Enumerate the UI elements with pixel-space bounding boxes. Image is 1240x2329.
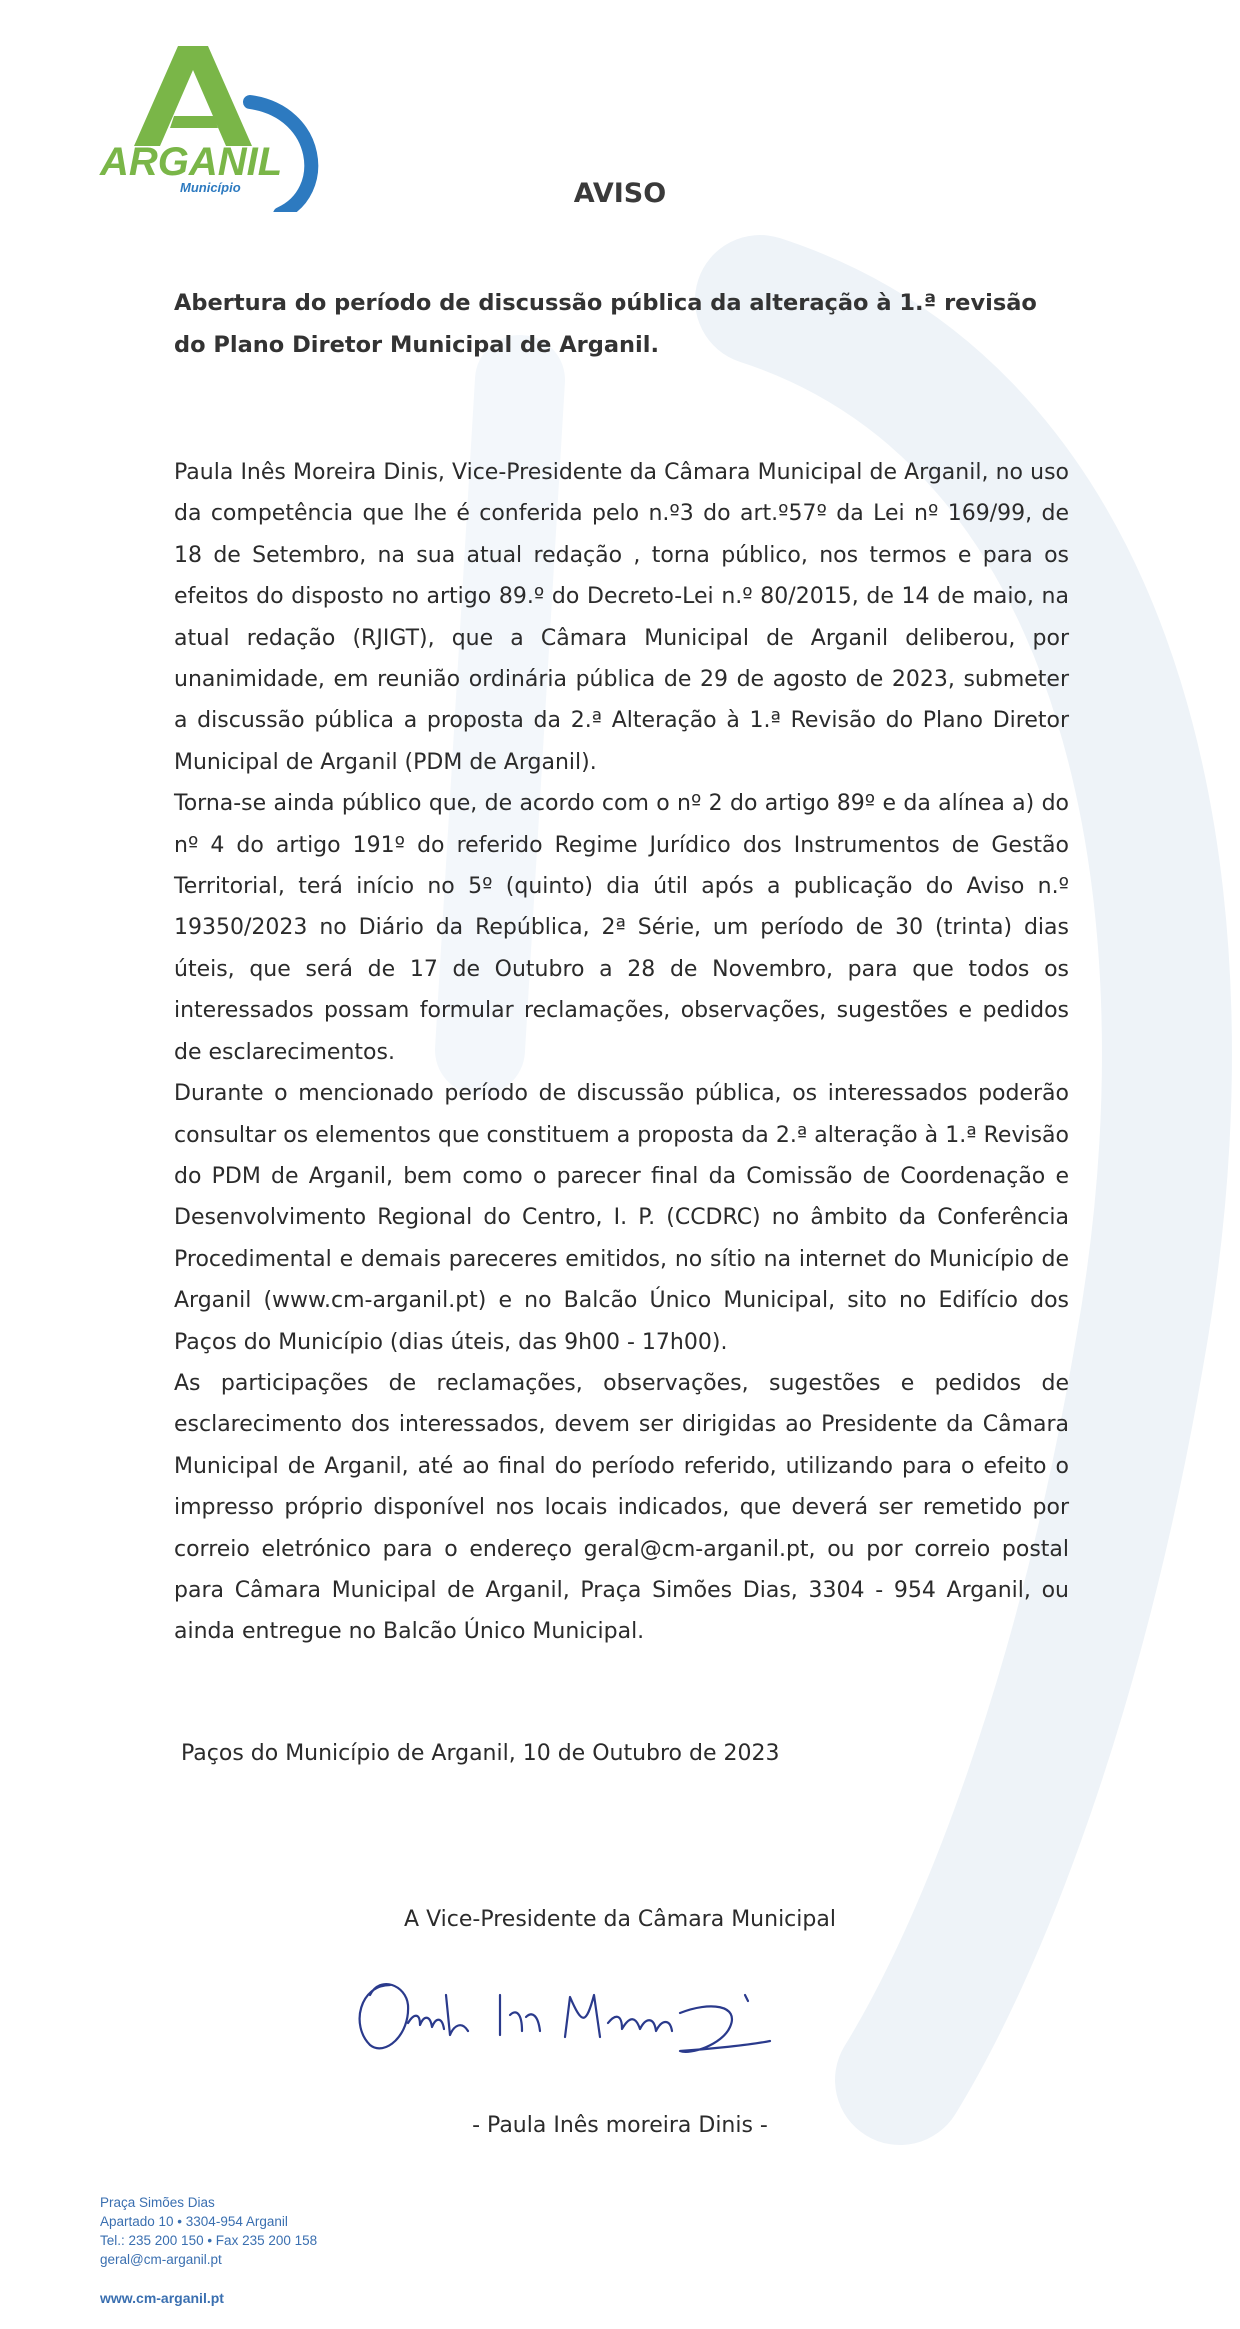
footer-website[interactable]: www.cm-arganil.pt bbox=[100, 2290, 224, 2306]
logo-subtitle: Município bbox=[180, 180, 241, 195]
signatory-name: - Paula Inês moreira Dinis - bbox=[472, 2113, 768, 2138]
handwritten-signature bbox=[350, 1965, 780, 2075]
signatory-role: A Vice-Presidente da Câmara Municipal bbox=[404, 1907, 836, 1932]
body-paragraph: Paula Inês Moreira Dinis, Vice-Presidente da Câmara Municipal de Arganil, no uso da competência que lhe é conferida pelo n.º3 do art.º57º da Lei nº 169/99, de 18 de Setembro, na sua atual redação , torna público, nos termos e para os efeitos do disposto no artigo 89.º do Decreto-Lei n.º 80/2015, de 14 de maio, na atual redação (RJIGT), que a Câmara Municipal de Arganil deliberou, por unanimidade, em reunião ordinária pública de 29 de agosto de 2023, submeter a discussão pública a proposta da 2.ª Alteração à 1.ª Revisão do Plano Diretor Municipal de Arganil (PDM de Arganil). bbox=[174, 460, 1069, 775]
footer-address-line-1: Praça Simões Dias bbox=[100, 2195, 215, 2210]
place-date: Paços do Município de Arganil, 10 de Outubro de 2023 bbox=[181, 1741, 780, 1766]
subject-line-2: do Plano Diretor Municipal de Arganil. bbox=[174, 332, 659, 358]
notice-subject bbox=[174, 282, 1074, 366]
subject-line-1: Abertura do período de discussão pública da alteração à 1.ª revisão bbox=[174, 290, 1037, 316]
footer-address-line-2: Apartado 10 • 3304-954 Arganil bbox=[100, 2214, 288, 2229]
notice-body bbox=[174, 452, 1069, 1653]
footer-phone: Tel.: 235 200 150 • Fax 235 200 158 bbox=[100, 2233, 318, 2248]
body-paragraph: As participações de reclamações, observações, sugestões e pedidos de esclarecimento dos interessados, devem ser dirigidas ao Presidente da Câmara Municipal de Arganil, até ao final do período referido, utilizando para o efeito o impresso próprio disponível nos locais indicados, que deverá ser remetido por correio eletrónico para o endereço geral@cm-arganil.pt, ou por correio postal para Câmara Municipal de Arganil, Praça Simões Dias, 3304 - 954 Arganil, ou ainda entregue no Balcão Único Municipal. bbox=[174, 1370, 1069, 1645]
logo-brand-text: ARGANIL bbox=[100, 140, 283, 184]
page-title: AVISO bbox=[573, 178, 667, 209]
body-paragraph: Torna-se ainda público que, de acordo com o nº 2 do artigo 89º e da alínea a) do nº 4 do artigo 191º do referido Regime Jurídico dos Instrumentos de Gestão Territorial, terá início no 5º (quinto) dia útil após a publicação do Aviso n.º 19350/2023 no Diário da República, 2ª Série, um período de 30 (trinta) dias úteis, que será de 17 de Outubro a 28 de Novembro, para que todos os interessados possam formular reclamações, observações, sugestões e pedidos de esclarecimentos. bbox=[174, 791, 1069, 1065]
footer-email[interactable]: geral@cm-arganil.pt bbox=[100, 2252, 222, 2267]
body-paragraph: Durante o mencionado período de discussão pública, os interessados poderão consultar os elementos que constituem a proposta da 2.ª alteração à 1.ª Revisão do PDM de Arganil, bem como o parecer final da Comissão de Coordenação e Desenvolvimento Regional do Centro, I. P. (CCDRC) no âmbito da Conferência Procedimental e demais pareceres emitidos, no sítio na internet do Município de Arganil (www.cm-arganil.pt) e no Balcão Único Municipal, sito no Edifício dos Paços do Município (dias úteis, das 9h00 - 17h00). bbox=[174, 1081, 1069, 1355]
footer-contacts bbox=[100, 2193, 317, 2308]
